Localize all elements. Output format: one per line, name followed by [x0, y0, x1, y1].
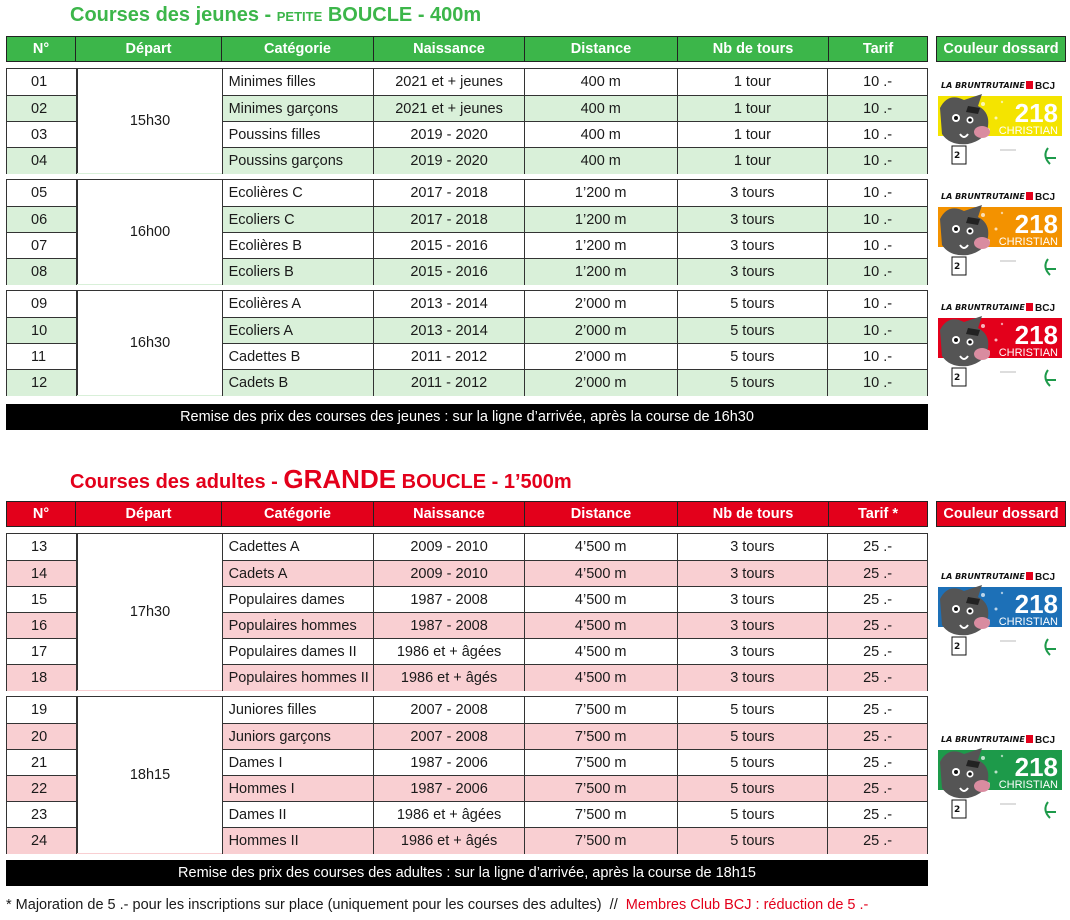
- race-number: 13: [7, 534, 77, 560]
- fee: 10 .-: [863, 101, 893, 117]
- category: Cadets B: [223, 370, 375, 396]
- category: Ecolières C: [223, 180, 375, 206]
- bib-bank: BCJ: [1035, 735, 1056, 746]
- dossard-color-header: Couleur dossard: [936, 36, 1066, 62]
- fee: 25 .-: [863, 781, 893, 797]
- fee: 10 .-: [863, 375, 893, 391]
- column-header: Catégorie: [222, 36, 374, 62]
- youth-race-group: [6, 179, 928, 285]
- race-number: 14: [7, 561, 77, 587]
- birth-years: 2009 - 2010: [374, 534, 525, 560]
- distance: 4’500 m: [525, 561, 678, 587]
- race-number: 10: [7, 318, 77, 344]
- race-number: 22: [7, 776, 77, 802]
- footnote-text: * Majoration de 5 .- pour les inscriptions sur place (uniquement pour les courses des adultes) //: [6, 897, 626, 913]
- birth-years: 2019 - 2020: [374, 122, 525, 148]
- column-header: Naissance: [374, 36, 525, 62]
- category: Hommes I: [223, 776, 375, 802]
- column-header: Naissance: [374, 501, 525, 527]
- race-number: 02: [7, 96, 77, 122]
- bib-name: CHRISTIAN: [998, 347, 1058, 359]
- race-number: 07: [7, 233, 77, 259]
- distance: 7’500 m: [525, 828, 678, 854]
- youth-section-title: [70, 4, 481, 27]
- youth-race-group: [6, 290, 928, 396]
- distance: 4’500 m: [525, 613, 678, 639]
- birth-years: 2017 - 2018: [374, 207, 525, 233]
- category: Populaires hommes: [223, 613, 375, 639]
- race-number: 18: [7, 665, 77, 691]
- category: Minimes garçons: [223, 96, 375, 122]
- fee: 25 .-: [863, 807, 893, 823]
- distance: 2’000 m: [525, 344, 678, 370]
- adults-table-header: [6, 501, 928, 527]
- laps: 5 tours: [678, 802, 829, 828]
- fee: 10 .-: [863, 185, 893, 201]
- fee: 10 .-: [863, 264, 893, 280]
- distance: 400 m: [525, 122, 678, 148]
- column-header: Distance: [525, 36, 678, 62]
- distance: 1’200 m: [525, 207, 678, 233]
- birth-years: 2011 - 2012: [374, 344, 525, 370]
- footnote-member-discount: Membres Club BCJ : réduction de 5 .-: [625, 897, 869, 913]
- laps: 5 tours: [678, 828, 829, 854]
- category: Populaires hommes II: [223, 665, 375, 691]
- race-number: 15: [7, 587, 77, 613]
- distance: 4’500 m: [525, 665, 678, 691]
- distance: 4’500 m: [525, 639, 678, 665]
- race-number: 05: [7, 180, 77, 206]
- dossard-color-header: Couleur dossard: [936, 501, 1066, 527]
- bib-number: 218: [1014, 98, 1058, 128]
- fee: 25 .-: [863, 644, 893, 660]
- fee: 25 .-: [863, 539, 893, 555]
- category: Populaires dames II: [223, 639, 375, 665]
- laps: 3 tours: [678, 233, 829, 259]
- bib-brand: LA BRUNTRUTAINE: [941, 735, 1025, 744]
- laps: 5 tours: [678, 750, 829, 776]
- birth-years: 2011 - 2012: [374, 370, 525, 396]
- race-number: 03: [7, 122, 77, 148]
- race-number: 17: [7, 639, 77, 665]
- fee: 25 .-: [863, 670, 893, 686]
- category: Hommes II: [223, 828, 375, 854]
- bib-name: CHRISTIAN: [998, 236, 1058, 248]
- title-part: BOUCLE - 400m: [322, 4, 482, 26]
- departure-time: 15h30: [77, 69, 223, 173]
- fee: 10 .-: [863, 238, 893, 254]
- footnote: [6, 897, 868, 913]
- laps: 3 tours: [678, 534, 829, 560]
- distance: 1’200 m: [525, 180, 678, 206]
- category: Dames II: [223, 802, 375, 828]
- category: Ecoliers A: [223, 318, 375, 344]
- laps: 3 tours: [678, 587, 829, 613]
- race-number: 11: [7, 344, 77, 370]
- race-number: 09: [7, 291, 77, 317]
- distance: 7’500 m: [525, 697, 678, 723]
- bib-name: CHRISTIAN: [998, 779, 1058, 791]
- laps: 3 tours: [678, 180, 829, 206]
- bib-color-sample: [938, 78, 1062, 168]
- category: Juniores filles: [223, 697, 375, 723]
- column-header: Tarif: [829, 36, 928, 62]
- race-number: 20: [7, 724, 77, 750]
- bib-name: CHRISTIAN: [998, 125, 1058, 137]
- adults-race-group: [6, 533, 928, 691]
- category: Minimes filles: [223, 69, 375, 95]
- departure-time: 17h30: [77, 534, 223, 690]
- adults-section-title: [70, 464, 572, 495]
- svg-text:2: 2: [954, 642, 961, 652]
- race-number: 06: [7, 207, 77, 233]
- birth-years: 1986 et + âgés: [374, 828, 525, 854]
- bib-brand: LA BRUNTRUTAINE: [941, 303, 1025, 312]
- column-header: Nb de tours: [678, 36, 829, 62]
- category: Cadets A: [223, 561, 375, 587]
- birth-years: 2013 - 2014: [374, 291, 525, 317]
- bib-brand: LA BRUNTRUTAINE: [941, 81, 1025, 90]
- laps: 1 tour: [678, 96, 829, 122]
- race-number: 08: [7, 259, 77, 285]
- bib-brand: LA BRUNTRUTAINE: [941, 572, 1025, 581]
- birth-years: 1987 - 2008: [374, 587, 525, 613]
- departure-time: 16h00: [77, 180, 223, 284]
- race-number: 21: [7, 750, 77, 776]
- birth-years: 2007 - 2008: [374, 697, 525, 723]
- laps: 3 tours: [678, 613, 829, 639]
- birth-years: 2021 et + jeunes: [374, 96, 525, 122]
- race-number: 01: [7, 69, 77, 95]
- category: Juniors garçons: [223, 724, 375, 750]
- bib-bank: BCJ: [1035, 192, 1056, 203]
- fee: 25 .-: [863, 702, 893, 718]
- category: Ecolières A: [223, 291, 375, 317]
- svg-text:2: 2: [954, 262, 961, 272]
- laps: 5 tours: [678, 697, 829, 723]
- fee: 10 .-: [863, 127, 893, 143]
- birth-years: 2015 - 2016: [374, 233, 525, 259]
- birth-years: 2013 - 2014: [374, 318, 525, 344]
- race-number: 19: [7, 697, 77, 723]
- svg-text:2: 2: [954, 151, 961, 161]
- column-header: Tarif *: [829, 501, 928, 527]
- column-header: Départ: [76, 36, 222, 62]
- distance: 2’000 m: [525, 370, 678, 396]
- category: Cadettes B: [223, 344, 375, 370]
- fee: 25 .-: [863, 618, 893, 634]
- laps: 5 tours: [678, 370, 829, 396]
- bib-color-sample: [938, 300, 1062, 390]
- laps: 5 tours: [678, 724, 829, 750]
- departure-time: 18h15: [77, 697, 223, 853]
- birth-years: 2019 - 2020: [374, 148, 525, 174]
- laps: 1 tour: [678, 69, 829, 95]
- departure-time: 16h30: [77, 291, 223, 395]
- laps: 3 tours: [678, 665, 829, 691]
- category: Poussins filles: [223, 122, 375, 148]
- birth-years: 1987 - 2006: [374, 750, 525, 776]
- column-header: N°: [6, 36, 76, 62]
- distance: 2’000 m: [525, 318, 678, 344]
- svg-text:2: 2: [954, 373, 961, 383]
- laps: 3 tours: [678, 639, 829, 665]
- laps: 5 tours: [678, 318, 829, 344]
- birth-years: 1986 et + âgés: [374, 665, 525, 691]
- fee: 10 .-: [863, 153, 893, 169]
- birth-years: 2007 - 2008: [374, 724, 525, 750]
- adults-prize-banner: Remise des prix des courses des adultes : sur la ligne d’arrivée, après la course de 18h15: [6, 860, 928, 886]
- fee: 25 .-: [863, 833, 893, 849]
- distance: 7’500 m: [525, 776, 678, 802]
- laps: 5 tours: [678, 776, 829, 802]
- birth-years: 1986 et + âgées: [374, 802, 525, 828]
- category: Dames I: [223, 750, 375, 776]
- fee: 10 .-: [863, 323, 893, 339]
- category: Populaires dames: [223, 587, 375, 613]
- laps: 1 tour: [678, 148, 829, 174]
- distance: 400 m: [525, 148, 678, 174]
- bib-color-sample: [938, 732, 1062, 822]
- distance: 7’500 m: [525, 750, 678, 776]
- laps: 1 tour: [678, 122, 829, 148]
- fee: 10 .-: [863, 74, 893, 90]
- distance: 7’500 m: [525, 724, 678, 750]
- bib-number: 218: [1014, 589, 1058, 619]
- svg-text:2: 2: [954, 805, 961, 815]
- bib-number: 218: [1014, 752, 1058, 782]
- birth-years: 2015 - 2016: [374, 259, 525, 285]
- birth-years: 2017 - 2018: [374, 180, 525, 206]
- distance: 1’200 m: [525, 259, 678, 285]
- birth-years: 2009 - 2010: [374, 561, 525, 587]
- bib-number: 218: [1014, 209, 1058, 239]
- birth-years: 1987 - 2008: [374, 613, 525, 639]
- fee: 25 .-: [863, 566, 893, 582]
- distance: 400 m: [525, 96, 678, 122]
- laps: 5 tours: [678, 291, 829, 317]
- title-part: Courses des adultes -: [70, 471, 284, 493]
- laps: 3 tours: [678, 207, 829, 233]
- category: Ecoliers C: [223, 207, 375, 233]
- fee: 25 .-: [863, 592, 893, 608]
- bib-color-sample: [938, 189, 1062, 279]
- birth-years: 1986 et + âgées: [374, 639, 525, 665]
- title-part: Courses des jeunes -: [70, 4, 277, 26]
- birth-years: 2021 et + jeunes: [374, 69, 525, 95]
- laps: 3 tours: [678, 561, 829, 587]
- race-number: 23: [7, 802, 77, 828]
- distance: 7’500 m: [525, 802, 678, 828]
- column-header: Nb de tours: [678, 501, 829, 527]
- bib-name: CHRISTIAN: [998, 616, 1058, 628]
- adults-race-group: [6, 696, 928, 854]
- bib-bank: BCJ: [1035, 572, 1056, 583]
- category: Cadettes A: [223, 534, 375, 560]
- bib-number: 218: [1014, 320, 1058, 350]
- distance: 2’000 m: [525, 291, 678, 317]
- fee: 10 .-: [863, 349, 893, 365]
- distance: 4’500 m: [525, 534, 678, 560]
- column-header: Départ: [76, 501, 222, 527]
- fee: 10 .-: [863, 212, 893, 228]
- fee: 10 .-: [863, 296, 893, 312]
- birth-years: 1987 - 2006: [374, 776, 525, 802]
- race-number: 16: [7, 613, 77, 639]
- category: Poussins garçons: [223, 148, 375, 174]
- race-number: 24: [7, 828, 77, 854]
- fee: 25 .-: [863, 755, 893, 771]
- bib-brand: LA BRUNTRUTAINE: [941, 192, 1025, 201]
- bib-bank: BCJ: [1035, 303, 1056, 314]
- title-emphasis: PETITE: [276, 9, 323, 24]
- column-header: N°: [6, 501, 76, 527]
- column-header: Distance: [525, 501, 678, 527]
- bib-bank: BCJ: [1035, 81, 1056, 92]
- category: Ecoliers B: [223, 259, 375, 285]
- fee: 25 .-: [863, 729, 893, 745]
- title-emphasis: GRANDE: [283, 464, 397, 494]
- race-number: 04: [7, 148, 77, 174]
- column-header: Catégorie: [222, 501, 374, 527]
- youth-prize-banner: Remise des prix des courses des jeunes : sur la ligne d’arrivée, après la course de 16h30: [6, 404, 928, 430]
- youth-table-header: [6, 36, 928, 62]
- bib-color-sample: [938, 569, 1062, 659]
- category: Ecolières B: [223, 233, 375, 259]
- laps: 5 tours: [678, 344, 829, 370]
- distance: 4’500 m: [525, 587, 678, 613]
- distance: 400 m: [525, 69, 678, 95]
- laps: 3 tours: [678, 259, 829, 285]
- title-part: BOUCLE - 1’500m: [396, 471, 572, 493]
- youth-race-group: [6, 68, 928, 174]
- distance: 1’200 m: [525, 233, 678, 259]
- race-number: 12: [7, 370, 77, 396]
